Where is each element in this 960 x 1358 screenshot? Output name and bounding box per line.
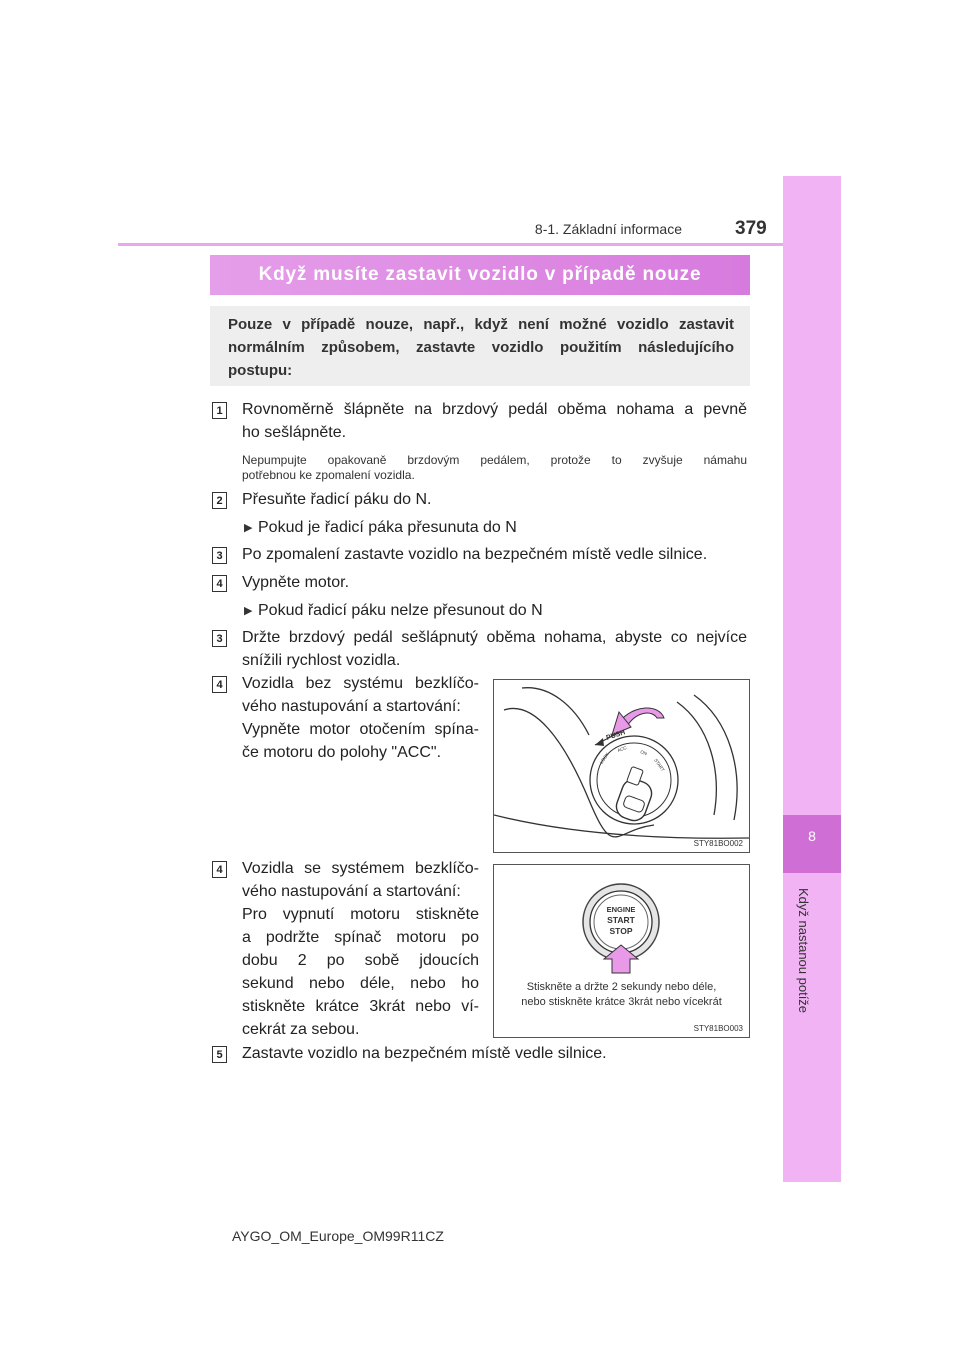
step-text: Pro vypnutí motoru stiskněte [242,906,479,923]
figure-code: STY81BO002 [693,839,743,848]
step-text: če motoru do polohy "ACC". [242,744,442,761]
step-text: stiskněte krátce 3krát nebo ví- [242,998,479,1015]
step-text: Rovnoměrně šlápněte na brzdový pedál oběma nohama a pevně [242,401,747,418]
bullet-arrow-icon: ▶ [244,605,253,617]
step-text: a podržte spínač motoru po [242,929,479,946]
header-section-title: 8-1. Základní informace [534,221,682,237]
header-rule [118,243,783,246]
figure-caption: nebo stiskněte krátce 3krát nebo vícekrát [521,996,722,1008]
step-text: Vypněte motor otočením spína- [242,721,479,738]
figure-ignition-key [493,679,750,853]
step-text: cekrát za sebou. [242,1021,360,1038]
step-text: Po zpomalení zastavte vozidlo na bezpečném místě vedle silnice. [242,546,708,563]
step-number: 4 [212,676,227,693]
step-text: Vozidla se systémem bezklíčo- [242,860,479,877]
step-text: Vypněte motor. [242,574,350,591]
condition-bullet: Pokud řadicí páku nelze přesunout do N [258,602,543,619]
button-label-engine: ENGINE [606,905,636,914]
step-text: dobu 2 po sobě jdoucích [242,952,479,969]
step-number: 2 [212,492,227,509]
step-text: Přesuňte řadicí páku do N. [242,491,432,508]
step-note: Nepumpujte opakovaně brzdovým pedálem, protože to zvyšuje námahu [242,453,747,467]
step-text: sekund nebo déle, nebo ho [242,975,479,992]
bullet-arrow-icon: ▶ [244,522,253,534]
step-text: vého nastupování a startování: [242,698,461,715]
figure-caption: Stiskněte a držte 2 sekundy nebo déle, [526,981,717,993]
side-tab-chapter-marker [783,815,841,873]
footer-document-code: AYGO_OM_Europe_OM99R11CZ [232,1228,444,1244]
page-number: 379 [735,218,767,239]
step-text: Zastavte vozidlo na bezpečném místě vedle silnice. [242,1045,607,1062]
step-number: 4 [212,861,227,878]
step-number: 1 [212,402,227,419]
condition-bullet: Pokud je řadicí páka přesunuta do N [258,519,517,536]
push-label: PUSH [605,729,627,742]
step-text: vého nastupování a startování: [242,883,461,900]
side-tab-chapter-number: 8 [808,828,816,844]
step-text: Držte brzdový pedál sešlápnutý oběma nohama, abyste co nejvíce [242,629,747,646]
button-label-stop: STOP [609,926,633,936]
step-text: snížili rychlost vozidla. [242,652,401,669]
figure-engine-start-stop [493,864,750,1038]
step-note: potřebnou ke zpomalení vozidla. [242,468,415,482]
step-text: ho sešlápněte. [242,424,347,441]
step-number: 3 [212,630,227,647]
on-position-label: ON [639,749,648,757]
intro-box [210,306,750,386]
section-title: Když musíte zastavit vozidlo v případě nouze [258,264,702,285]
intro-text: Pouze v případě nouze, např., když není možné vozidlo zastavit normálním způsobem, zastavte vozidlo použitím následujícího postupu: [228,316,734,379]
section-title-bar [210,255,750,295]
step-number: 3 [212,547,227,564]
ignition-key-illustration [494,680,749,852]
side-tab-chapter-title: Když nastanou potíže [796,888,811,1014]
engine-switch-illustration [494,865,749,975]
button-label-start: START [607,915,635,925]
step-text: Vozidla bez systému bezklíčo- [242,675,479,692]
start-position-label: START [653,757,666,773]
step-number: 5 [212,1046,227,1063]
figure-code: STY81BO003 [693,1024,743,1033]
acc-position-label: ACC [616,744,628,753]
lock-position-label: LOCK [598,751,610,765]
step-number: 4 [212,575,227,592]
